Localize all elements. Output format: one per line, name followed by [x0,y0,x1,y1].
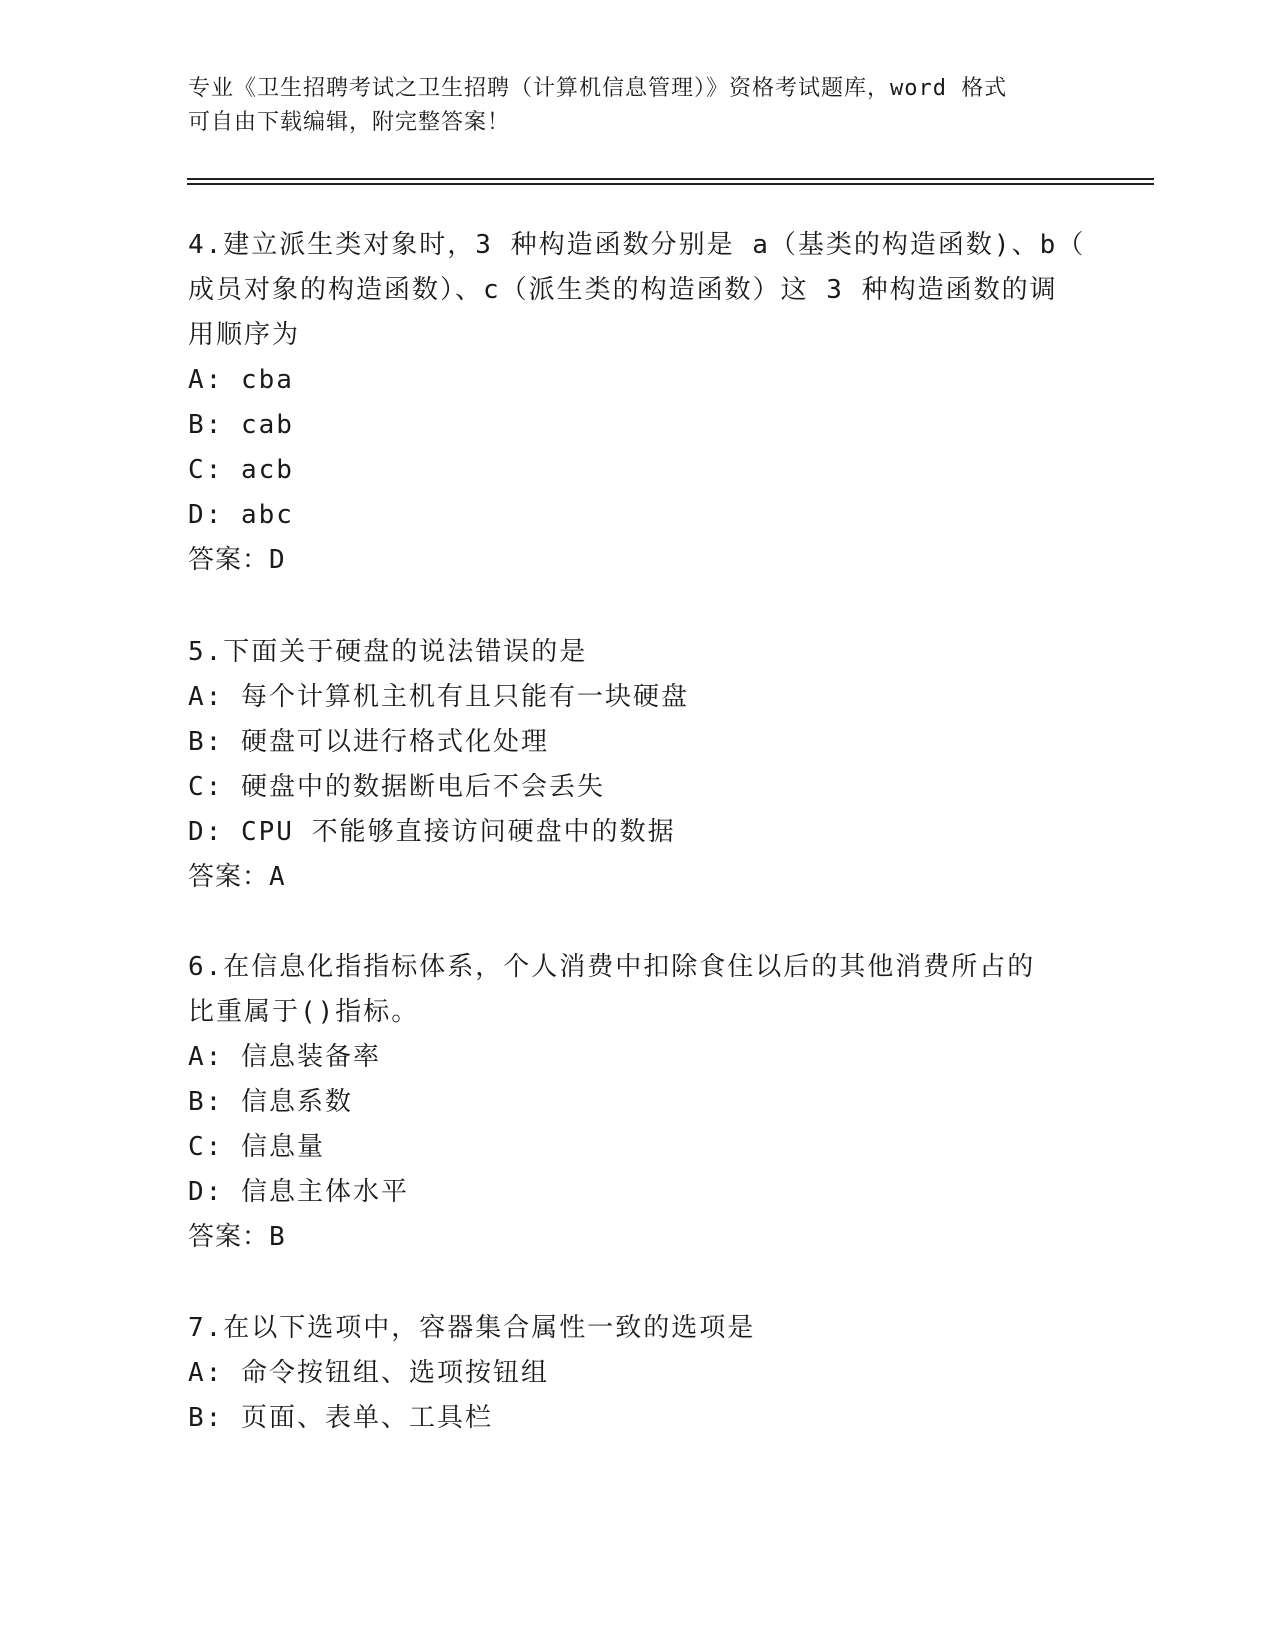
answer [188,538,1088,583]
header-divider-top [187,178,1154,180]
option-b: B: 硬盘可以进行格式化处理 [188,727,549,757]
question-text-line: 成员对象的构造函数）、c（派生类的构造函数）这 3 种构造函数的调 [188,275,1058,305]
option-d: D: abc [188,500,294,530]
answer-label: 答案： [188,1222,270,1252]
question-7 [188,1306,1088,1441]
document-header [188,72,1088,140]
option-a: A: 每个计算机主机有且只能有一块硬盘 [188,682,689,712]
option-a: A: 命令按钮组、选项按钮组 [188,1358,549,1388]
question-6 [188,945,1088,1260]
option-a: A: cba [188,365,294,395]
option-b: B: cab [188,410,294,440]
option-b: B: 信息系数 [188,1087,353,1117]
question-text-line: 比重属于()指标。 [188,997,420,1027]
answer-value: D [269,545,286,575]
question-text-line: 6.在信息化指指标体系，个人消费中扣除食住以后的其他消费所占的 [188,952,1036,982]
question-text-line: 4.建立派生类对象时，3 种构造函数分别是 a（基类的构造函数)、b（ [188,230,1086,260]
answer-value: A [269,862,286,892]
answer-label: 答案： [188,545,270,575]
answer-label: 答案： [188,862,270,892]
question-text-line: 7.在以下选项中，容器集合属性一致的选项是 [188,1313,756,1343]
answer [188,855,1088,900]
option-d: D: CPU 不能够直接访问硬盘中的数据 [188,817,676,847]
header-line-1: 专业《卫生招聘考试之卫生招聘（计算机信息管理）》资格考试题库，word 格式 [188,76,1008,101]
answer-value: B [269,1222,286,1252]
option-c: C: 硬盘中的数据断电后不会丢失 [188,772,605,802]
question-5 [188,630,1088,900]
answer [188,1215,1088,1260]
option-b: B: 页面、表单、工具栏 [188,1403,493,1433]
header-line-2: 可自由下载编辑，附完整答案！ [188,110,511,135]
option-c: C: acb [188,455,294,485]
header-divider-bottom [187,183,1154,185]
option-a: A: 信息装备率 [188,1042,381,1072]
question-4 [188,223,1088,583]
option-d: D: 信息主体水平 [188,1177,409,1207]
question-text-line: 用顺序为 [188,320,301,350]
option-c: C: 信息量 [188,1132,325,1162]
question-text-line: 5.下面关于硬盘的说法错误的是 [188,637,588,667]
